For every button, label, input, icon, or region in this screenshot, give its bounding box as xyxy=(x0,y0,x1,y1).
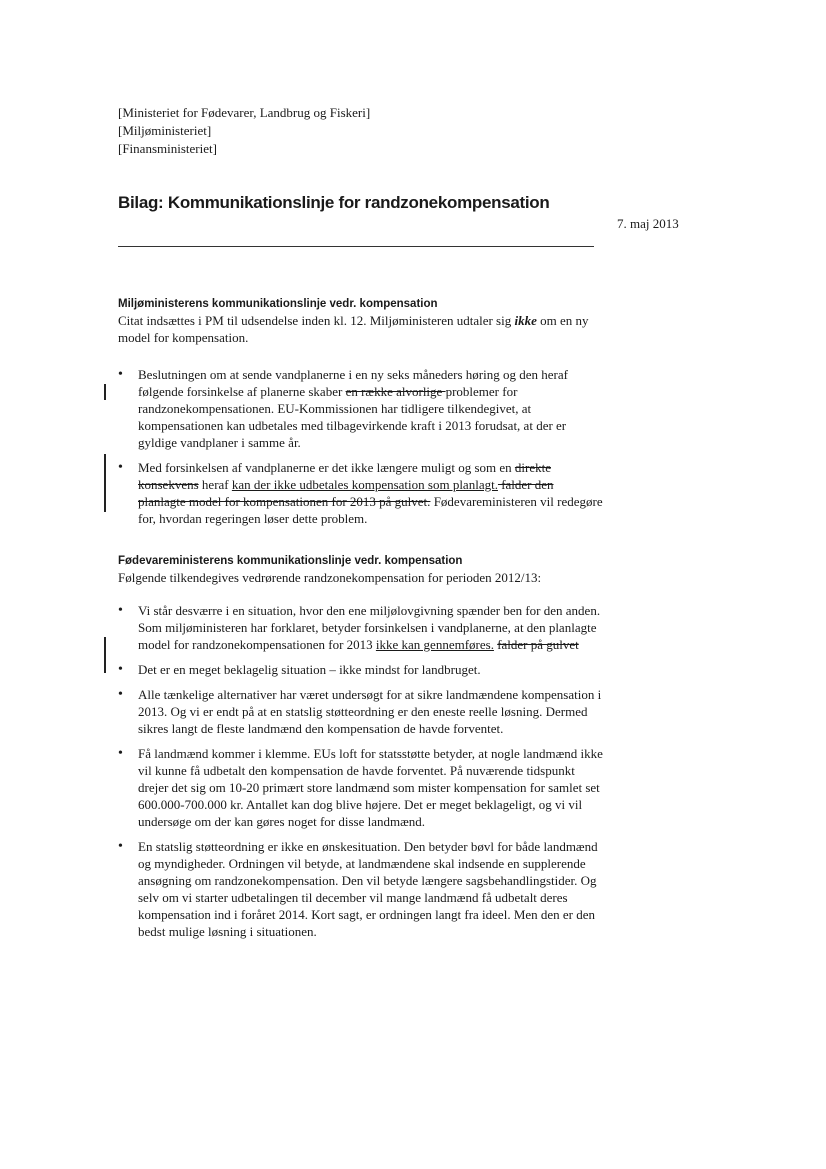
item-text: Vi står desværre i en situation, hvor den ene miljølovgivning spænder ben for den anden. Som miljøministeren har forklaret, betyder forsinkelsen i vandplanerne, at den planlagte model for randzonekompensationen for 2013 xyxy=(138,603,601,652)
list-item xyxy=(118,602,604,653)
emphasis-text: ikke xyxy=(514,313,537,328)
item-text: Fødevareministeren vil redegøre for, hvordan regeringen løser dette problem. xyxy=(138,494,603,526)
change-bar xyxy=(104,384,106,400)
bullet-icon: • xyxy=(118,603,123,618)
intro-text: om en ny model for kompensation. xyxy=(118,313,589,345)
list-item xyxy=(118,686,604,737)
item-text: Med forsinkelsen af vandplanerne er det ikke længere muligt og som en xyxy=(138,460,515,475)
item-text: problemer for randzonekompensationen. EU-Kommissionen har tidligere tilkendegivet, at kompensationen kan udbetales med tilbagevirkende kraft i 2013 forudsat, at der er gyldige vandplaner i samme år. xyxy=(138,384,567,450)
ministry-header xyxy=(118,104,370,158)
deleted-text: falder den planlagte model for kompensationen for 2013 på gulvet. xyxy=(138,477,554,509)
item-text: Beslutningen om at sende vandplanerne i en ny seks måneders høring og den heraf følgende forsinkelse af planerne skaber xyxy=(138,367,568,399)
bullet-list xyxy=(118,602,604,940)
deleted-text: en række alvorlige xyxy=(345,384,446,399)
list-item xyxy=(118,459,604,527)
list-item xyxy=(118,838,604,940)
bullet-icon: • xyxy=(118,460,123,475)
change-bar xyxy=(104,637,106,673)
bullet-icon: • xyxy=(118,839,123,854)
item-text: Det er en meget beklagelig situation – ikke mindst for landbruget. xyxy=(138,662,481,677)
document-date: 7. maj 2013 xyxy=(617,216,679,231)
bullet-icon: • xyxy=(118,687,123,702)
inserted-text: ikke kan gennemføres. xyxy=(375,637,494,652)
item-text: Få landmænd kommer i klemme. EUs loft for statsstøtte betyder, at nogle landmænd ikke vil kunne få udbetalt den kompensation de havde forventet. På nuværende tidspunkt drejer det sig om 10-20 primært store landmænd som mister kompensation for samlet set 600.000-700.000 kr. Antallet kan dog blive højere. Det er meget beklageligt, og vi vil undersøge om der kan gøres noget for disse landmænd. xyxy=(138,746,603,829)
bullet-icon: • xyxy=(118,746,123,761)
bullet-icon: • xyxy=(118,662,123,677)
list-item xyxy=(118,661,604,678)
change-bar xyxy=(104,454,106,512)
deleted-text: direkte konsekvens xyxy=(138,460,551,492)
ministry-line: [Ministeriet for Fødevarer, Landbrug og Fiskeri] xyxy=(118,105,371,120)
bullet-list xyxy=(118,366,604,527)
ministry-line: [Miljøministeriet] xyxy=(118,123,212,138)
divider xyxy=(118,246,594,247)
inserted-text: kan der ikke udbetales kompensation som planlagt. xyxy=(231,477,498,492)
section-environment-minister xyxy=(118,297,604,527)
item-text: heraf xyxy=(198,477,232,492)
section-heading: Fødevareministerens kommunikationslinje vedr. kompensation xyxy=(118,555,463,567)
document-title: Bilag: Kommunikationslinje for randzonekompensation xyxy=(118,193,550,212)
item-text: En statslig støtteordning er ikke en ønskesituation. Den betyder bøvl for både landmænd og myndigheder. Ordningen vil betyde, at landmændene skal indsende en supplerende ansøgning om randzonekompensation. Den vil betyde længere sagsbehandlingstider. Og selv om vi starter udbetalingen til december vil mange landmænd få udbetalt deres kompensation ind i foråret 2014. Kort sagt, er ordningen langt fra ideel. Men den er den bedst mulige løsning i situationen. xyxy=(138,839,598,939)
item-text: Alle tænkelige alternativer har været undersøgt for at sikre landmændene kompensation i 2013. Og vi er endt på at en statslig støtteordning er den eneste reelle løsning. Dermed sikres langt de fleste landmænd den kompensation de havde forventet. xyxy=(138,687,602,736)
section-heading: Miljøministerens kommunikationslinje vedr. kompensation xyxy=(118,298,438,310)
deleted-text: falder på gulvet xyxy=(497,637,579,652)
intro-text: Citat indsættes i PM til udsendelse inden kl. 12. Miljøministeren udtaler sig xyxy=(118,313,515,328)
section-intro: Følgende tilkendegives vedrørende randzonekompensation for perioden 2012/13: xyxy=(118,570,542,585)
ministry-line: [Finansministeriet] xyxy=(118,141,217,156)
list-item xyxy=(118,366,604,451)
section-intro xyxy=(118,312,604,346)
list-item xyxy=(118,745,604,830)
bullet-icon: • xyxy=(118,367,123,382)
section-food-minister xyxy=(118,554,604,940)
